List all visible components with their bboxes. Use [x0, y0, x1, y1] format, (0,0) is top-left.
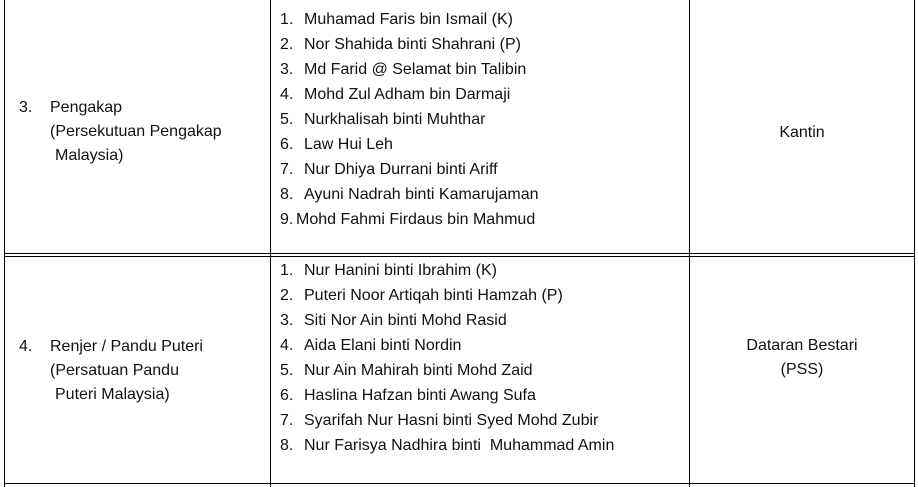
location-name: Dataran Bestari [746, 337, 858, 354]
row-number: 4. [19, 338, 33, 355]
member-index: 5. [280, 362, 294, 379]
member-name: Nur Hanini binti Ibrahim (K) [304, 262, 497, 279]
location-name: Kantin [779, 124, 825, 141]
member-index: 5. [280, 111, 294, 128]
member-name: Nur Farisya Nadhira binti Muhammad Amin [304, 437, 615, 454]
row-separator [4, 253, 915, 254]
group-cell [0, 336, 270, 416]
member-name: Mohd Fahmi Firdaus bin Mahmud [296, 211, 536, 228]
column-divider-location [689, 0, 690, 487]
group-name: Pengakap [50, 99, 123, 116]
list-item [280, 57, 539, 82]
member-index: 3. [280, 312, 294, 329]
location-detail: (PSS) [780, 361, 824, 378]
member-index: 4. [280, 337, 294, 354]
list-item [280, 283, 614, 308]
list-item [280, 308, 614, 333]
list-item [280, 157, 539, 182]
organisation-line: (Persekutuan Pengakap [50, 123, 222, 140]
organisation-line: Malaysia) [55, 147, 124, 164]
member-index: 9. [280, 211, 294, 228]
member-index: 4. [280, 86, 294, 103]
member-index: 7. [280, 412, 294, 429]
member-name: Muhamad Faris bin Ismail (K) [304, 11, 513, 28]
member-index: 8. [280, 437, 294, 454]
member-name: Law Hui Leh [304, 136, 393, 153]
member-index: 6. [280, 136, 294, 153]
group-name: Renjer / Pandu Puteri [50, 338, 203, 355]
organisation-line: (Persatuan Pandu [50, 362, 179, 379]
member-name: Nur Ain Mahirah binti Mohd Zaid [304, 362, 533, 379]
table-border-right [914, 0, 915, 487]
member-name: Puteri Noor Artiqah binti Hamzah (P) [304, 287, 563, 304]
member-index: 1. [280, 262, 294, 279]
member-index: 8. [280, 186, 294, 203]
organisation-line: Puteri Malaysia) [55, 386, 170, 403]
member-name: Nor Shahida binti Shahrani (P) [304, 36, 522, 53]
list-item [280, 207, 539, 232]
list-item [280, 358, 614, 383]
row-separator [4, 256, 915, 257]
member-name: Haslina Hafzan binti Awang Sufa [304, 387, 536, 404]
member-name: Siti Nor Ain binti Mohd Rasid [304, 312, 507, 329]
group-cell [0, 97, 270, 177]
list-item [280, 107, 539, 132]
list-item [280, 7, 539, 32]
list-item [280, 333, 614, 358]
list-item [280, 258, 614, 283]
row-number: 3. [19, 99, 33, 116]
column-divider-members [270, 0, 271, 487]
member-name: Ayuni Nadrah binti Kamarujaman [304, 186, 539, 203]
list-item [280, 132, 539, 157]
member-index: 2. [280, 287, 294, 304]
member-name: Md Farid @ Selamat bin Talibin [304, 61, 527, 78]
member-list [280, 7, 539, 232]
member-name: Nur Dhiya Durrani binti Ariff [304, 161, 498, 178]
member-name: Syarifah Nur Hasni binti Syed Mohd Zubir [304, 412, 599, 429]
member-index: 7. [280, 161, 294, 178]
location-cell [689, 121, 915, 145]
location-cell [689, 334, 915, 382]
list-item [280, 408, 614, 433]
list-item [280, 82, 539, 107]
member-index: 1. [280, 11, 294, 28]
member-name: Mohd Zul Adham bin Darmaji [304, 86, 511, 103]
list-item [280, 182, 539, 207]
member-index: 6. [280, 387, 294, 404]
list-item [280, 433, 614, 458]
member-index: 2. [280, 36, 294, 53]
member-list [280, 258, 614, 458]
member-name: Nurkhalisah binti Muhthar [304, 111, 486, 128]
list-item [280, 32, 539, 57]
member-index: 3. [280, 61, 294, 78]
member-name: Aida Elani binti Nordin [304, 337, 462, 354]
list-item [280, 383, 614, 408]
table-border-bottom [4, 483, 915, 484]
